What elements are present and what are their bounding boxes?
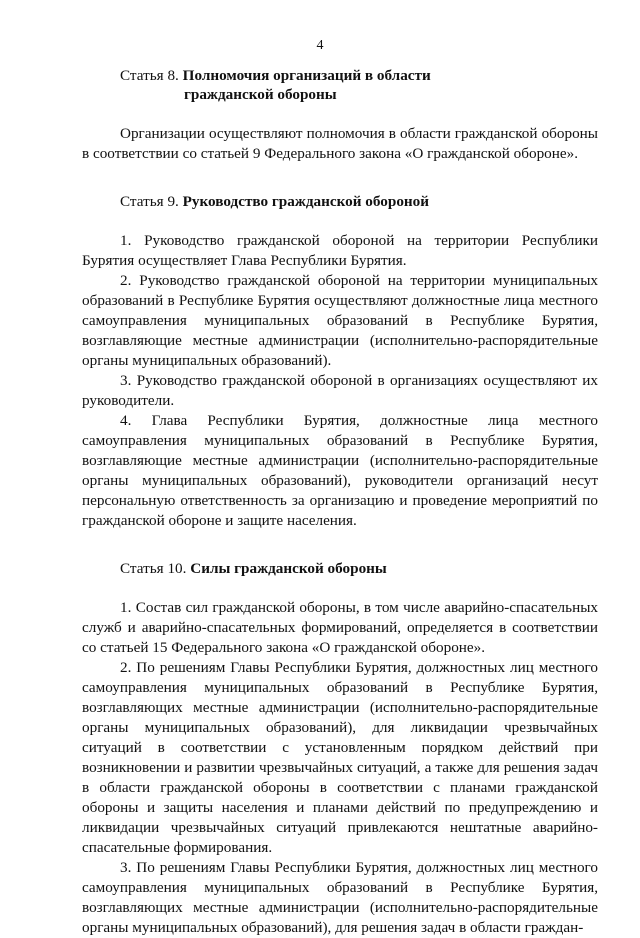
article-10-paragraph-2: 2. По решениям Главы Республики Бурятия, должностных лиц местного самоуправления муниципальных образований в Республике Бурятия, возглавляющих местные администрации (исполнительно-распорядительные органы муниципальных образований), для ликвидации чрезвычайных ситуаций в соответствии с установленным порядком действий при возникновении и развитии чрезвычайных ситуаций, а также для решения задач в области гражданской обороны в соответствии с планами гражданской обороны и защиты населения и планами действий по предупреждению и ликвидации чрезвычайных ситуаций привлекаются нештатные аварийно-спасательные формирования. — [82, 659, 598, 856]
article-8-heading — [82, 66, 598, 104]
document-body — [82, 66, 598, 938]
article-9-paragraph-4: 4. Глава Республики Бурятия, должностные лица местного самоуправления муниципальных образований в Республике Бурятия, возглавляющие местные администрации (исполнительно-распорядительные органы муниципальных образований), руководители организаций несут персональную ответственность за организацию и проведение мероприятий по гражданской обороне и защите населения. — [82, 412, 598, 529]
article-8 — [82, 66, 598, 164]
article-9-heading — [82, 192, 598, 211]
article-8-paragraph-1: Организации осуществляют полномочия в области гражданской обороны в соответствии со статьей 9 Федерального закона «О гражданской обороне». — [82, 125, 598, 162]
page-number: 4 — [316, 38, 324, 53]
article-10-paragraph-1: 1. Состав сил гражданской обороны, в том числе аварийно-спасательных служб и аварийно-спасательных формирований, определяется в соответствии со статьей 15 Федерального закона «О гражданской обороне». — [82, 599, 598, 656]
article-8-label: Статья 8. — [120, 67, 179, 84]
article-10-heading — [82, 559, 598, 578]
article-9-paragraph-2: 2. Руководство гражданской обороной на территории муниципальных образований в Республике Бурятия осуществляют должностные лица местного самоуправления муниципальных образований в Республике Бурятия, возглавляющие местные администрации (исполнительно-распорядительные органы муниципальных образований). — [82, 272, 598, 369]
article-9-title: Руководство гражданской обороной — [182, 193, 430, 210]
article-8-title: Полномочия организаций в области — [182, 67, 431, 84]
article-9-label: Статья 9. — [120, 193, 179, 210]
article-10-title: Силы гражданской обороны — [190, 560, 387, 577]
article-8-title-cont: гражданской обороны — [184, 86, 337, 103]
article-9-paragraph-3: 3. Руководство гражданской обороной в организациях осуществляют их руководители. — [82, 372, 598, 409]
article-10 — [82, 559, 598, 938]
article-9 — [82, 192, 598, 531]
article-10-paragraph-3: 3. По решениям Главы Республики Бурятия, должностных лиц местного самоуправления муниципальных образований в Республике Бурятия, возглавляющих местные администрации (исполнительно-распорядительные органы муниципальных образований), для решения задач в области граждан- — [82, 859, 598, 936]
article-9-paragraph-1: 1. Руководство гражданской обороной на территории Республики Бурятия осуществляет Глава Республики Бурятия. — [82, 232, 598, 269]
article-10-label: Статья 10. — [120, 560, 187, 577]
